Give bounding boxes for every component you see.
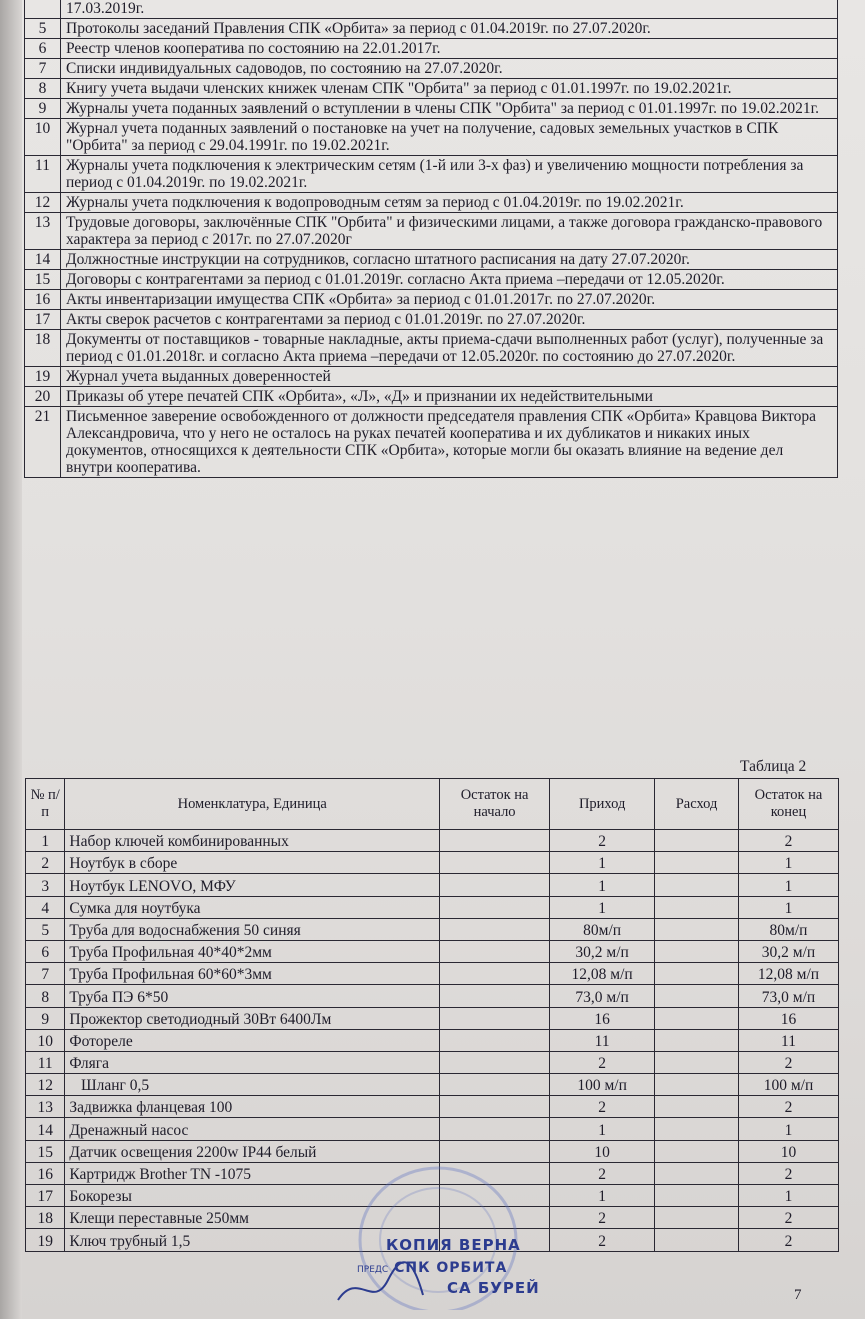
inventory-cell-start bbox=[440, 963, 550, 985]
inventory-cell-expense bbox=[655, 830, 739, 852]
inventory-cell-name: Клещи переставные 250мм bbox=[65, 1207, 440, 1229]
inventory-cell-name: Ключ трубный 1,5 bbox=[65, 1229, 440, 1251]
document-row bbox=[25, 367, 838, 387]
inventory-cell-income: 30,2 м/п bbox=[550, 940, 655, 962]
inventory-cell-start bbox=[440, 1007, 550, 1029]
inventory-cell-start bbox=[440, 852, 550, 874]
inventory-cell-num: 11 bbox=[26, 1051, 65, 1073]
inventory-cell-income: 1 bbox=[550, 874, 655, 896]
document-row bbox=[25, 387, 838, 407]
documents-table bbox=[24, 0, 838, 478]
inventory-cell-income: 100 м/п bbox=[550, 1074, 655, 1096]
inventory-row bbox=[26, 918, 839, 940]
inventory-cell-income: 1 bbox=[550, 852, 655, 874]
document-row-number: 7 bbox=[25, 59, 61, 79]
inventory-cell-num: 1 bbox=[26, 830, 65, 852]
document-row-number: 5 bbox=[25, 19, 61, 39]
inventory-cell-start bbox=[440, 1118, 550, 1140]
page-edge-shadow bbox=[0, 0, 22, 1319]
inventory-cell-num: 2 bbox=[26, 852, 65, 874]
inventory-cell-income: 1 bbox=[550, 1118, 655, 1140]
inventory-row bbox=[26, 1029, 839, 1051]
document-row-text: Списки индивидуальных садоводов, по состоянию на 27.07.2020г. bbox=[61, 59, 838, 79]
document-row-text: Трудовые договоры, заключённые СПК "Орбита" и физическими лицами, а также договора гражданско-правового характера за период с 2017г. по 27.07.2020г bbox=[61, 213, 838, 250]
inventory-cell-name: Ноутбук LENOVO, МФУ bbox=[65, 874, 440, 896]
inventory-cell-name: Шланг 0,5 bbox=[65, 1074, 440, 1096]
inventory-cell-name: Бокорезы bbox=[65, 1185, 440, 1207]
document-row-text: Журнал учета выданных доверенностей bbox=[61, 367, 838, 387]
inventory-cell-name: Набор ключей комбинированных bbox=[65, 830, 440, 852]
inventory-cell-num: 3 bbox=[26, 874, 65, 896]
inventory-cell-income: 10 bbox=[550, 1140, 655, 1162]
document-row bbox=[25, 250, 838, 270]
inventory-cell-num: 7 bbox=[26, 963, 65, 985]
inventory-row bbox=[26, 896, 839, 918]
inventory-cell-expense bbox=[655, 940, 739, 962]
inventory-cell-income: 73,0 м/п bbox=[550, 985, 655, 1007]
inventory-cell-num: 8 bbox=[26, 985, 65, 1007]
document-row-text: Журнал учета поданных заявлений о постановке на учет на получение, садовых земельных участков в СПК "Орбита" за период с 29.04.1991г. по 19.02.2021г. bbox=[61, 119, 838, 156]
inventory-cell-end: 11 bbox=[738, 1029, 838, 1051]
inventory-cell-num: 15 bbox=[26, 1140, 65, 1162]
document-row-text: Акты сверок расчетов с контрагентами за период с 01.01.2019г. по 27.07.2020г. bbox=[61, 310, 838, 330]
document-row-text: Акты инвентаризации имущества СПК «Орбита» за период с 01.01.2017г. по 27.07.2020г. bbox=[61, 290, 838, 310]
inventory-cell-income: 1 bbox=[550, 1185, 655, 1207]
inventory-cell-end: 1 bbox=[738, 874, 838, 896]
inventory-cell-start bbox=[440, 1162, 550, 1184]
inventory-cell-name: Датчик освещения 2200w IP44 белый bbox=[65, 1140, 440, 1162]
document-row bbox=[25, 330, 838, 367]
inventory-cell-expense bbox=[655, 1162, 739, 1184]
document-row-number: 11 bbox=[25, 156, 61, 193]
inventory-cell-num: 10 bbox=[26, 1029, 65, 1051]
document-row-number: 6 bbox=[25, 39, 61, 59]
inventory-cell-end: 2 bbox=[738, 1096, 838, 1118]
stamp-line-3: СА БУРЕЙ bbox=[447, 1279, 540, 1297]
inventory-cell-start bbox=[440, 830, 550, 852]
inventory-cell-start bbox=[440, 1140, 550, 1162]
inventory-cell-name: Сумка для ноутбука bbox=[65, 896, 440, 918]
inventory-cell-end: 10 bbox=[738, 1140, 838, 1162]
document-row bbox=[25, 19, 838, 39]
inventory-cell-start bbox=[440, 1207, 550, 1229]
inventory-cell-num: 5 bbox=[26, 918, 65, 940]
inventory-row bbox=[26, 940, 839, 962]
inventory-cell-start bbox=[440, 1185, 550, 1207]
inventory-cell-expense bbox=[655, 896, 739, 918]
inventory-cell-name: Фотореле bbox=[65, 1029, 440, 1051]
document-row-number: 8 bbox=[25, 79, 61, 99]
stamp-line-2 bbox=[357, 1260, 507, 1276]
document-row bbox=[25, 270, 838, 290]
header-name: Номенклатура, Единица bbox=[65, 779, 440, 830]
inventory-cell-expense bbox=[655, 852, 739, 874]
inventory-cell-end: 2 bbox=[738, 1162, 838, 1184]
inventory-row bbox=[26, 985, 839, 1007]
header-income: Приход bbox=[550, 779, 655, 830]
document-row bbox=[25, 119, 838, 156]
inventory-cell-income: 2 bbox=[550, 1096, 655, 1118]
inventory-cell-income: 1 bbox=[550, 896, 655, 918]
document-row bbox=[25, 99, 838, 119]
inventory-cell-expense bbox=[655, 874, 739, 896]
inventory-cell-income: 11 bbox=[550, 1029, 655, 1051]
inventory-table bbox=[25, 778, 839, 1252]
document-row-number: 21 bbox=[25, 407, 61, 478]
inventory-cell-income: 2 bbox=[550, 1207, 655, 1229]
inventory-row bbox=[26, 963, 839, 985]
inventory-cell-start bbox=[440, 1029, 550, 1051]
inventory-cell-end: 1 bbox=[738, 896, 838, 918]
inventory-cell-num: 13 bbox=[26, 1096, 65, 1118]
document-row bbox=[25, 310, 838, 330]
inventory-cell-name: Картридж Brother TN -1075 bbox=[65, 1162, 440, 1184]
inventory-cell-start bbox=[440, 1051, 550, 1073]
inventory-cell-num: 19 bbox=[26, 1229, 65, 1251]
inventory-cell-num: 9 bbox=[26, 1007, 65, 1029]
document-row-text: Должностные инструкции на сотрудников, согласно штатного расписания на дату 27.07.2020г. bbox=[61, 250, 838, 270]
document-row-text: Реестр членов кооператива по состоянию на 22.01.2017г. bbox=[61, 39, 838, 59]
inventory-cell-end: 2 bbox=[738, 1229, 838, 1251]
document-row-text: Журналы учета подключения к водопроводным сетям за период с 01.04.2019г. по 19.02.2021г. bbox=[61, 193, 838, 213]
inventory-cell-name: Труба Профильная 40*40*2мм bbox=[65, 940, 440, 962]
header-num: № п/п bbox=[26, 779, 65, 830]
inventory-cell-num: 4 bbox=[26, 896, 65, 918]
inventory-row bbox=[26, 1118, 839, 1140]
inventory-row bbox=[26, 1074, 839, 1096]
stamp-org: СПК ОРБИТА bbox=[394, 1260, 508, 1276]
inventory-cell-expense bbox=[655, 1074, 739, 1096]
stamp-line-1: КОПИЯ ВЕРНА bbox=[386, 1236, 521, 1254]
inventory-cell-name: Ноутбук в сборе bbox=[65, 852, 440, 874]
document-row-number: 9 bbox=[25, 99, 61, 119]
inventory-cell-name: Прожектор светодиодный 30Вт 6400Лм bbox=[65, 1007, 440, 1029]
inventory-cell-expense bbox=[655, 1118, 739, 1140]
inventory-cell-num: 16 bbox=[26, 1162, 65, 1184]
document-row bbox=[25, 193, 838, 213]
document-row-number: 20 bbox=[25, 387, 61, 407]
document-row bbox=[25, 39, 838, 59]
inventory-cell-end: 73,0 м/п bbox=[738, 985, 838, 1007]
inventory-row bbox=[26, 1162, 839, 1184]
inventory-cell-expense bbox=[655, 963, 739, 985]
header-expense: Расход bbox=[655, 779, 739, 830]
inventory-cell-end: 80м/п bbox=[738, 918, 838, 940]
inventory-cell-start bbox=[440, 874, 550, 896]
inventory-row bbox=[26, 1207, 839, 1229]
inventory-cell-end: 2 bbox=[738, 1051, 838, 1073]
inventory-cell-end: 100 м/п bbox=[738, 1074, 838, 1096]
inventory-cell-start bbox=[440, 1074, 550, 1096]
inventory-cell-expense bbox=[655, 1229, 739, 1251]
document-row-number: 12 bbox=[25, 193, 61, 213]
inventory-cell-start bbox=[440, 940, 550, 962]
inventory-cell-name: Труба Профильная 60*60*3мм bbox=[65, 963, 440, 985]
inventory-cell-expense bbox=[655, 1051, 739, 1073]
inventory-cell-name: Фляга bbox=[65, 1051, 440, 1073]
document-row bbox=[25, 59, 838, 79]
inventory-cell-end: 12,08 м/п bbox=[738, 963, 838, 985]
document-row-text: Приказы об утере печатей СПК «Орбита», «Л», «Д» и признании их недействительными bbox=[61, 387, 838, 407]
document-row bbox=[25, 156, 838, 193]
inventory-cell-expense bbox=[655, 1207, 739, 1229]
inventory-cell-end: 2 bbox=[738, 1207, 838, 1229]
document-row-text: Договоры с контрагентами за период с 01.01.2019г. согласно Акта приема –передачи от 12.05.2020г. bbox=[61, 270, 838, 290]
inventory-cell-num: 18 bbox=[26, 1207, 65, 1229]
document-row-number: 18 bbox=[25, 330, 61, 367]
inventory-cell-num: 6 bbox=[26, 940, 65, 962]
inventory-row bbox=[26, 1140, 839, 1162]
inventory-cell-income: 2 bbox=[550, 830, 655, 852]
document-row bbox=[25, 0, 838, 19]
inventory-cell-num: 17 bbox=[26, 1185, 65, 1207]
document-row bbox=[25, 290, 838, 310]
inventory-row bbox=[26, 1096, 839, 1118]
inventory-cell-end: 2 bbox=[738, 830, 838, 852]
inventory-row bbox=[26, 874, 839, 896]
document-row-number: 17 bbox=[25, 310, 61, 330]
header-start: Остаток на начало bbox=[440, 779, 550, 830]
table2-caption: Таблица 2 bbox=[740, 758, 807, 775]
inventory-cell-start bbox=[440, 1096, 550, 1118]
inventory-cell-name: Труба ПЭ 6*50 bbox=[65, 985, 440, 1007]
document-row bbox=[25, 213, 838, 250]
document-row-text: Документы от поставщиков - товарные накладные, акты приема-сдачи выполненных работ (услуг), полученные за период с 01.01.2018г. и согласно Акта приема –передачи от 12.05.2020г. по состоянию до 27.07.2020г. bbox=[61, 330, 838, 367]
document-row-text: Протоколы заседаний Правления СПК «Орбита» за период с 01.04.2019г. по 27.07.2020г. bbox=[61, 19, 838, 39]
document-row-text: Письменное заверение освобожденного от должности председателя правления СПК «Орбита» Кравцова Виктора Александровича, что у него не осталось на руках печатей кооператива и их дубликатов и никаких иных документов, относящихся к деятельности СПК «Орбита», которые могли бы оказать влияние на ведение дел внутри кооператива. bbox=[61, 407, 838, 478]
inventory-cell-income: 2 bbox=[550, 1229, 655, 1251]
inventory-row bbox=[26, 1051, 839, 1073]
inventory-row bbox=[26, 830, 839, 852]
inventory-cell-end: 1 bbox=[738, 1118, 838, 1140]
inventory-cell-income: 2 bbox=[550, 1051, 655, 1073]
inventory-cell-expense bbox=[655, 1029, 739, 1051]
inventory-cell-expense bbox=[655, 1007, 739, 1029]
inventory-cell-expense bbox=[655, 1096, 739, 1118]
inventory-row bbox=[26, 1007, 839, 1029]
document-row bbox=[25, 79, 838, 99]
inventory-cell-num: 14 bbox=[26, 1118, 65, 1140]
inventory-cell-start bbox=[440, 918, 550, 940]
inventory-cell-income: 16 bbox=[550, 1007, 655, 1029]
document-row-number bbox=[25, 0, 61, 19]
document-row-text: Книгу учета выдачи членских книжек членам СПК "Орбита" за период с 01.01.1997г. по 19.02.2021г. bbox=[61, 79, 838, 99]
inventory-cell-name: Дренажный насос bbox=[65, 1118, 440, 1140]
document-row-number: 14 bbox=[25, 250, 61, 270]
inventory-cell-start bbox=[440, 985, 550, 1007]
inventory-cell-end: 30,2 м/п bbox=[738, 940, 838, 962]
inventory-cell-expense bbox=[655, 918, 739, 940]
header-end: Остаток на конец bbox=[738, 779, 838, 830]
document-row-number: 10 bbox=[25, 119, 61, 156]
document-row-number: 15 bbox=[25, 270, 61, 290]
inventory-cell-expense bbox=[655, 1140, 739, 1162]
document-row bbox=[25, 407, 838, 478]
inventory-cell-name: Задвижка фланцевая 100 bbox=[65, 1096, 440, 1118]
document-row-text: Журналы учета подключения к электрическим сетям (1-й или 3-х фаз) и увеличению мощности потребления за период с 01.04.2019г. по 19.02.2021г. bbox=[61, 156, 838, 193]
page-number: 7 bbox=[794, 1287, 802, 1303]
inventory-cell-end: 16 bbox=[738, 1007, 838, 1029]
inventory-cell-end: 1 bbox=[738, 1185, 838, 1207]
stamp-prefix: ПРЕДС bbox=[357, 1265, 389, 1275]
inventory-cell-income: 2 bbox=[550, 1162, 655, 1184]
inventory-cell-expense bbox=[655, 985, 739, 1007]
document-row-number: 16 bbox=[25, 290, 61, 310]
inventory-cell-start bbox=[440, 896, 550, 918]
document-row-number: 19 bbox=[25, 367, 61, 387]
inventory-row bbox=[26, 852, 839, 874]
inventory-cell-income: 80м/п bbox=[550, 918, 655, 940]
inventory-header-row bbox=[26, 779, 839, 830]
inventory-cell-income: 12,08 м/п bbox=[550, 963, 655, 985]
inventory-cell-name: Труба для водоснабжения 50 синяя bbox=[65, 918, 440, 940]
inventory-cell-num: 12 bbox=[26, 1074, 65, 1096]
inventory-cell-expense bbox=[655, 1185, 739, 1207]
inventory-row bbox=[26, 1185, 839, 1207]
inventory-cell-end: 1 bbox=[738, 852, 838, 874]
document-row-text: 17.03.2019г. bbox=[61, 0, 838, 19]
document-row-text: Журналы учета поданных заявлений о вступлении в члены СПК "Орбита" за период с 01.01.1997г. по 19.02.2021г. bbox=[61, 99, 838, 119]
document-row-number: 13 bbox=[25, 213, 61, 250]
